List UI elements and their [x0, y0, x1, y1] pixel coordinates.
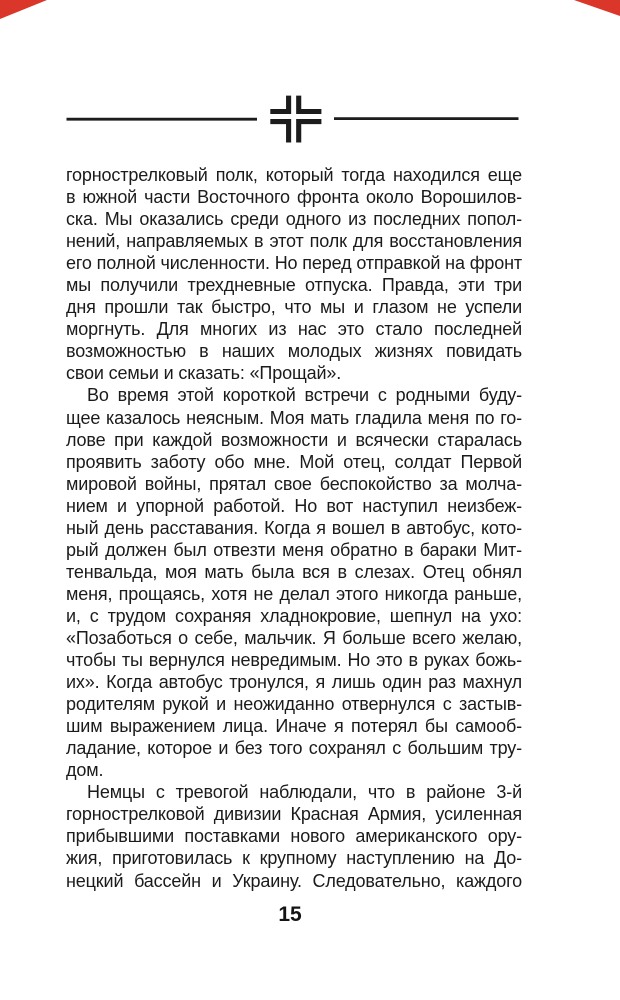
text-line: горнострелковой дивизии Красная Армия, усиленная — [66, 804, 522, 825]
text-line: ска. Мы оказались среди одного из последних попол- — [66, 209, 522, 230]
cross-corner-bottom-right — [299, 122, 322, 143]
divider-rule — [67, 119, 519, 120]
text-line: тенвальда, моя мать была вся в слезах. Отец обнял — [66, 561, 522, 582]
text-line: рый должен был отвезти меня обратно в бараки Мит- — [66, 539, 522, 560]
text-line: свои семьи и сказать: «Прощай». — [66, 363, 342, 384]
text-line: его полной численности. Но перед отправкой на фронт — [66, 253, 522, 274]
cross-corner-top-right — [299, 96, 322, 112]
text-line: родителям рукой и неожиданно отвернулся с застыв- — [66, 694, 522, 715]
red-corner-mark-top-left — [0, 0, 47, 19]
text-line: ладание, которое и без того сохранял с большим тру- — [66, 738, 522, 759]
text-line: нецкий бассейн и Украину. Следовательно, каждого — [66, 870, 522, 891]
text-line: проявить заботу обо мне. Мой отец, солдат Первой — [66, 451, 522, 472]
text-line: Во время этой короткой встречи с родными буду- — [87, 385, 522, 406]
text-line: моргнуть. Для многих из нас это стало последней — [66, 319, 522, 340]
cross-corner-top-left — [270, 96, 288, 112]
text-line: и, с трудом сохраняя хладнокровие, шепнул на ухо: — [66, 605, 522, 626]
text-line: в южной части Восточного фронта около Ворошилов- — [66, 187, 522, 208]
text-line: шим выражением лица. Иначе я потерял бы самооб- — [66, 716, 522, 737]
text-line: ный день расставания. Когда я вошел в автобус, кото- — [66, 517, 522, 538]
german-cross-divider-icon — [270, 96, 321, 143]
text-line: лове при каждой возможности и всячески старалась — [66, 429, 522, 450]
text-line: нием и упорной работой. Но вот наступил неизбеж- — [66, 495, 522, 516]
text-block — [66, 164, 522, 892]
red-corner-mark-top-right — [574, 0, 620, 16]
text-line: мы получили трехдневные отпуска. Правда, эти три — [66, 275, 522, 296]
text-line: Немцы с тревогой наблюдали, что в районе 3-й — [87, 782, 522, 803]
text-line: «Позаботься о себе, мальчик. Я больше всего желаю, — [66, 627, 522, 648]
text-line: дня прошли так быстро, что мы и глазом не успели — [66, 297, 522, 318]
text-line: их». Когда автобус тронулся, я лишь один раз махнул — [66, 672, 522, 693]
text-line: прибывшими поставками нового американского ору- — [66, 826, 522, 847]
text-line: мировой войны, прятал свое беспокойство за молча- — [66, 473, 522, 494]
text-line: жия, приготовилась к крупному наступлению на До- — [66, 848, 522, 869]
text-line: щее казалось неясным. Моя мать гладила меня по го- — [66, 407, 522, 428]
page-number: 15 — [278, 903, 302, 926]
text-line: меня, прощаясь, хотя не делал этого никогда раньше, — [66, 583, 522, 604]
text-line: горнострелковый полк, который тогда находился еще — [66, 165, 522, 185]
text-line: дом. — [66, 760, 104, 781]
text-line: нений, направляемых в этот полк для восстановления — [66, 231, 522, 252]
text-line: чтобы ты вернулся невредимым. Но это в руках божь- — [66, 650, 522, 671]
text-line: возможностью в наших молодых жизнях повидать — [66, 341, 522, 362]
cross-corner-bottom-left — [270, 122, 288, 143]
